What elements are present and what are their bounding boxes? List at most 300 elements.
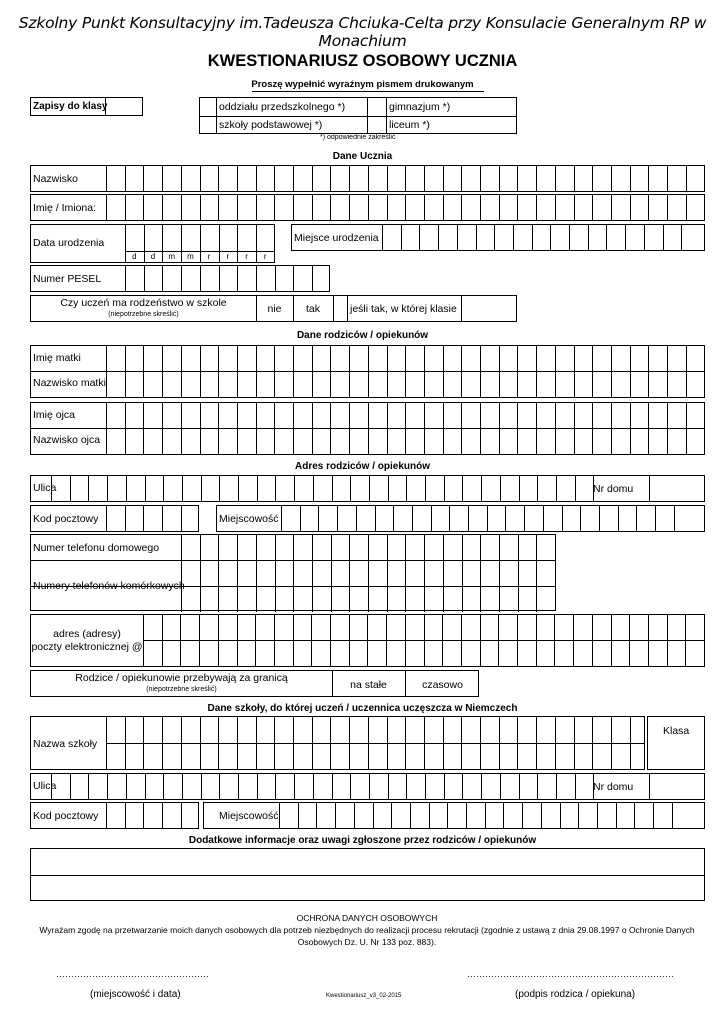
grid-cell-divider [312,403,313,454]
grid-cell-divider [331,560,332,586]
version-label: Kwestionariusz_v3_02-2015 [326,993,402,999]
grid-cell-divider [257,774,258,799]
grid-cell-divider [143,615,144,666]
grid-cell-divider [200,403,201,454]
instruction: Proszę wypełnić wyraźnym pismem drukowanym [251,79,474,90]
grid-cell-divider [663,225,664,250]
grid-cell-divider [387,535,388,560]
grid-cell-divider [461,195,462,220]
grid-cell-divider [106,403,107,454]
grid-cell-divider [517,166,518,191]
grid-cell-divider [275,586,276,612]
grid-cell-divider [405,195,406,220]
grid-cell-divider [462,774,463,799]
grid-cell-divider [106,803,107,828]
grid-cell-divider [443,717,444,769]
option-gymnasium[interactable]: gimnazjum *) [389,101,451,113]
school-postcode-label: Kod pocztowy [33,810,99,822]
grid-cell-divider [70,774,71,799]
grid-cell-divider [461,717,462,769]
grid-cell-divider [293,560,294,586]
grid-cell-divider [499,346,500,397]
grid-cell-divider [125,346,126,397]
grid-cell-divider [349,535,350,560]
grid-cell-divider [256,346,257,397]
grid-cell-divider [519,476,520,501]
grid-cell-divider [555,346,556,397]
grid-cell-divider [274,346,275,397]
privacy-title: OCHRONA DANYCH OSOBOWYCH [296,913,438,923]
grid-cell-divider [300,506,301,531]
grid-cell-divider [200,560,201,586]
grid-cell-divider [457,225,458,250]
grid-cell-divider [580,506,581,531]
grid-cell-divider [143,346,144,397]
class-box[interactable] [647,716,705,770]
grid-cell-divider [480,535,481,560]
phone-block[interactable] [30,534,556,611]
grid-cell-divider [685,615,686,666]
grid-cell-divider [592,615,593,666]
grid-cell-divider [200,166,201,191]
grid-cell-divider [274,195,275,220]
grid-cell-divider [543,506,544,531]
grid-cell-divider [125,403,126,454]
first-names-row[interactable] [30,194,705,221]
grid-cell-divider [218,195,219,220]
grid-cell-divider [312,560,313,586]
school-city-row[interactable] [203,802,705,829]
grid-cell-divider [181,166,182,191]
grid-cell-divider [237,615,238,666]
grid-cell-divider [181,506,182,531]
grid-cell-divider [393,506,394,531]
mobile-phones-label: Numery telefonów komórkowych [33,580,185,592]
grid-cell-divider [298,803,299,828]
enrollment-label: Zapisy do klasy [33,101,108,112]
grid-cell-divider [487,506,488,531]
place-date-label: (miejscowość i data) [90,989,181,1000]
grid-cell-divider [388,476,389,501]
grid-cell-divider [143,717,144,769]
class-label: Klasa [663,725,690,737]
grid-cell-divider [537,476,538,501]
grid-cell-divider [293,403,294,454]
grid-cell-divider [648,346,649,397]
grid-cell-divider [412,506,413,531]
grid-cell-divider [653,803,654,828]
grid-cell-divider [368,586,369,612]
address-street-row[interactable] [30,475,705,502]
grid-cell-divider [350,774,351,799]
grid-cell-divider [468,506,469,531]
siblings-class-label: jeśli tak, w której klasie [350,303,457,315]
grid-cell-divider [517,717,518,769]
grid-cell-divider [505,506,506,531]
grid-cell-divider [499,166,500,191]
grid-cell-divider [218,346,219,397]
grid-cell-divider [237,535,238,560]
grid-cell-divider [181,535,182,560]
grid-cell-divider [518,560,519,586]
email-label-2: poczty elektronicznej @ [31,641,143,653]
grid-cell-divider [424,717,425,769]
school-name-block[interactable] [30,716,645,770]
mother-name-label: Imię matki [33,352,81,364]
grid-cell-divider [431,506,432,531]
grid-cell-divider [425,774,426,799]
abroad-note: (niepotrzebne skreślić) [146,686,217,693]
grid-cell-divider [238,774,239,799]
grid-cell-divider [200,535,201,560]
grid-cell-divider [368,535,369,560]
grid-cell-divider [518,586,519,612]
grid-cell-divider [424,195,425,220]
grid-cell-divider [162,615,163,666]
grid-cell-divider [349,586,350,612]
grid-cell-divider [106,346,107,397]
grid-cell-divider [181,195,182,220]
grid-cell-divider [275,476,276,501]
siblings-note: (niepotrzebne skreślić) [108,311,179,318]
grid-cell-divider [449,506,450,531]
grid-cell-divider [447,803,448,828]
grid-cell-divider [686,166,687,191]
date-format-letter: m [168,252,176,261]
grid-cell-divider [88,476,89,501]
grid-cell-divider [388,774,389,799]
siblings-row[interactable] [30,295,517,322]
grid-cell-divider [480,560,481,586]
grid-cell-divider [517,195,518,220]
grid-cell-divider [536,535,537,560]
grid-cell-divider [330,195,331,220]
grid-cell-divider [256,560,257,586]
grid-cell-divider [554,615,555,666]
school-street-row[interactable] [30,773,705,800]
grid-cell-divider [51,774,52,799]
email-block[interactable] [30,614,705,667]
grid-cell-divider [349,195,350,220]
grid-cell-divider [476,225,477,250]
grid-cell-divider [513,225,514,250]
birth-place-row[interactable] [291,224,705,251]
grid-cell-divider [443,346,444,397]
grid-cell-divider [592,346,593,397]
grid-cell-divider [592,717,593,769]
grid-cell-divider [163,774,164,799]
grid-cell-divider [649,774,650,799]
grid-cell-divider [293,535,294,560]
grid-cell-divider [106,506,107,531]
grid-cell-divider [575,774,576,799]
grid-cell-divider [106,195,107,220]
grid-cell-divider [597,803,598,828]
mother-surname-label: Nazwisko matki [33,377,106,389]
grid-cell-divider [237,266,238,291]
grid-cell-divider [480,195,481,220]
grid-cell-divider [480,615,481,666]
grid-cell-divider [180,615,181,666]
grid-cell-divider [237,586,238,612]
privacy-text-1: Wyrażam zgodę na przetwarzanie moich danych osobowych dla potrzeb niezbędnych do realizacji procesu rekrutacji (zgodnie z ustawą z dnia 29.08.1997 o Ochronie Danych [39,925,695,935]
grid-cell-divider [391,803,392,828]
grid-cell-divider [405,560,406,586]
grid-cell-divider [555,403,556,454]
abroad-permanent[interactable]: na stałe [350,679,387,691]
grid-cell-divider [181,266,182,291]
grid-cell-divider [686,403,687,454]
grid-cell-divider [349,615,350,666]
postcode-label: Kod pocztowy [33,513,99,525]
grid-cell-divider [536,560,537,586]
grid-cell-divider [312,717,313,769]
grid-cell-divider [369,476,370,501]
grid-cell-divider [219,774,220,799]
grid-cell-divider [368,195,369,220]
grid-cell-divider [331,586,332,612]
grid-cell-divider [218,615,219,666]
grid-cell-divider [648,195,649,220]
grid-cell-divider [125,266,126,291]
grid-cell-divider [274,717,275,769]
abroad-temporary[interactable]: czasowo [422,679,463,691]
grid-cell-divider [387,586,388,612]
grid-cell-divider [330,615,331,666]
street-label: Ulica [33,482,57,494]
grid-cell-divider [181,586,182,612]
grid-cell-divider [312,586,313,612]
grid-cell-divider [517,346,518,397]
enrollment-options[interactable] [199,97,517,134]
mother-block[interactable] [30,345,705,398]
grid-cell-divider [313,476,314,501]
additional-info-box[interactable] [30,848,705,901]
grid-cell-divider [480,586,481,612]
grid-cell-divider [162,346,163,397]
grid-cell-divider [461,615,462,666]
grid-cell-divider [182,476,183,501]
school-postcode-row[interactable] [30,802,199,829]
grid-cell-divider [387,560,388,586]
grid-cell-divider [162,717,163,769]
grid-cell-divider [616,803,617,828]
grid-cell-divider [575,476,576,501]
grid-cell-divider [443,535,444,560]
grid-cell-divider [499,195,500,220]
grid-cell-divider [200,266,201,291]
grid-cell-divider [387,717,388,769]
grid-cell-divider [574,403,575,454]
grid-cell-divider [574,717,575,769]
grid-cell-divider [424,403,425,454]
grid-cell-divider [503,803,504,828]
grid-cell-divider [181,560,182,586]
city-label: Miejscowość [219,513,279,525]
grid-cell-divider [145,476,146,501]
grid-cell-divider [444,774,445,799]
grid-cell-divider [218,403,219,454]
grid-cell-divider [143,403,144,454]
grid-cell-divider [200,586,201,612]
grid-cell-divider [532,225,533,250]
grid-cell-divider [550,225,551,250]
option-preschool[interactable]: oddziału przedszkolnego *) [219,101,346,113]
option-primary[interactable]: szkoły podstawowej *) [219,119,323,131]
grid-cell-divider [424,586,425,612]
grid-cell-divider [618,506,619,531]
grid-cell-divider [500,774,501,799]
grid-cell-divider [599,506,600,531]
signature-label: (podpis rodzica / opiekuna) [515,989,636,1000]
grid-cell-divider [630,195,631,220]
grid-cell-divider [405,615,406,666]
grid-cell-divider [200,346,201,397]
place-date-line[interactable]: …………………………………………… [56,969,209,979]
grid-cell-divider [256,717,257,769]
grid-cell-divider [644,225,645,250]
grid-cell-divider [499,535,500,560]
date-format-letter: r [263,252,267,261]
father-surname-label: Nazwisko ojca [33,434,101,446]
grid-cell-divider [519,774,520,799]
signature-line[interactable]: …………………………………………………………… [467,969,674,979]
grid-cell-divider [107,476,108,501]
grid-cell-divider [275,774,276,799]
grid-cell-divider [480,166,481,191]
grid-cell-divider [387,403,388,454]
grid-cell-divider [629,615,630,666]
grid-cell-divider [293,346,294,397]
grid-cell-divider [349,346,350,397]
grid-cell-divider [499,717,500,769]
enrollment-box[interactable] [30,97,143,116]
grid-cell-divider [481,774,482,799]
surname-row[interactable] [30,165,705,192]
grid-cell-divider [387,195,388,220]
postcode-row[interactable] [30,505,199,532]
grid-cell-divider [256,166,257,191]
grid-cell-divider [162,403,163,454]
grid-cell-divider [494,225,495,250]
school-name: Szkolny Punkt Konsultacyjny im.Tadeusza Chciuka-Celta przy Konsulacie Generalnym RP w Monachium [18,14,707,50]
father-block[interactable] [30,402,705,455]
grid-cell-divider [630,166,631,191]
birth-date-row[interactable] [30,224,275,263]
grid-cell-divider [237,346,238,397]
birth-place-label: Miejsce urodzenia [294,232,379,244]
grid-cell-divider [569,225,570,250]
grid-cell-divider [537,774,538,799]
grid-cell-divider [681,225,682,250]
grid-cell-divider [279,803,280,828]
grid-cell-divider [588,225,589,250]
birth-date-label: Data urodzenia [33,237,105,249]
grid-cell-divider [335,803,336,828]
grid-cell-divider [256,266,257,291]
grid-cell-divider [368,717,369,769]
grid-cell-divider [332,774,333,799]
grid-cell-divider [630,717,631,769]
grid-cell-divider [237,560,238,586]
home-phone-label: Numer telefonu domowego [33,542,160,554]
grid-cell-divider [162,166,163,191]
grid-cell-divider [218,166,219,191]
grid-cell-divider [578,803,579,828]
grid-cell-divider [162,266,163,291]
grid-cell-divider [275,266,276,291]
grid-cell-divider [556,476,557,501]
grid-cell-divider [625,225,626,250]
grid-cell-divider [461,166,462,191]
city-row[interactable] [216,505,705,532]
grid-cell-divider [181,403,182,454]
grid-cell-divider [126,774,127,799]
grid-cell-divider [330,166,331,191]
grid-cell-divider [387,166,388,191]
grid-cell-divider [655,506,656,531]
grid-cell-divider [674,506,675,531]
grid-cell-divider [330,346,331,397]
grid-cell-divider [349,717,350,769]
grid-cell-divider [218,717,219,769]
grid-cell-divider [443,195,444,220]
siblings-no[interactable]: nie [267,303,282,315]
footnote: *) odpowiednie zakreślić [320,134,396,141]
siblings-yes[interactable]: tak [305,303,320,315]
grid-cell-divider [238,476,239,501]
school-city-label: Miejscowość [219,810,279,822]
grid-cell-divider [406,476,407,501]
grid-cell-divider [275,535,276,560]
grid-cell-divider [125,506,126,531]
abroad-row[interactable] [30,670,479,697]
grid-cell-divider [316,803,317,828]
grid-cell-divider [419,225,420,250]
house-no-label: Nr domu [593,483,634,495]
grid-cell-divider [462,560,463,586]
grid-cell-divider [667,195,668,220]
grid-cell-divider [256,403,257,454]
grid-cell-divider [125,166,126,191]
grid-cell-divider [356,506,357,531]
grid-cell-divider [181,717,182,769]
grid-cell-divider [387,346,388,397]
grid-cell-divider [667,615,668,666]
grid-cell-divider [424,560,425,586]
grid-cell-divider [425,476,426,501]
father-name-label: Imię ojca [33,409,76,421]
grid-cell-divider [536,346,537,397]
grid-cell-divider [672,803,673,828]
grid-cell-divider [126,476,127,501]
privacy-text-2: Osobowych Dz. U. Nr 133 poz. 883). [297,937,437,947]
grid-cell-divider [199,615,200,666]
grid-cell-divider [332,476,333,501]
grid-cell-divider [312,195,313,220]
first-names-label: Imię / Imiona: [33,202,97,214]
grid-cell-divider [162,803,163,828]
grid-cell-divider [592,166,593,191]
grid-cell-divider [499,586,500,612]
grid-cell-divider [373,803,374,828]
grid-cell-divider [200,717,201,769]
grid-cell-divider [574,346,575,397]
grid-cell-divider [368,346,369,397]
option-lyceum[interactable]: liceum *) [389,119,430,131]
grid-cell-divider [536,166,537,191]
pesel-row[interactable] [30,265,330,292]
